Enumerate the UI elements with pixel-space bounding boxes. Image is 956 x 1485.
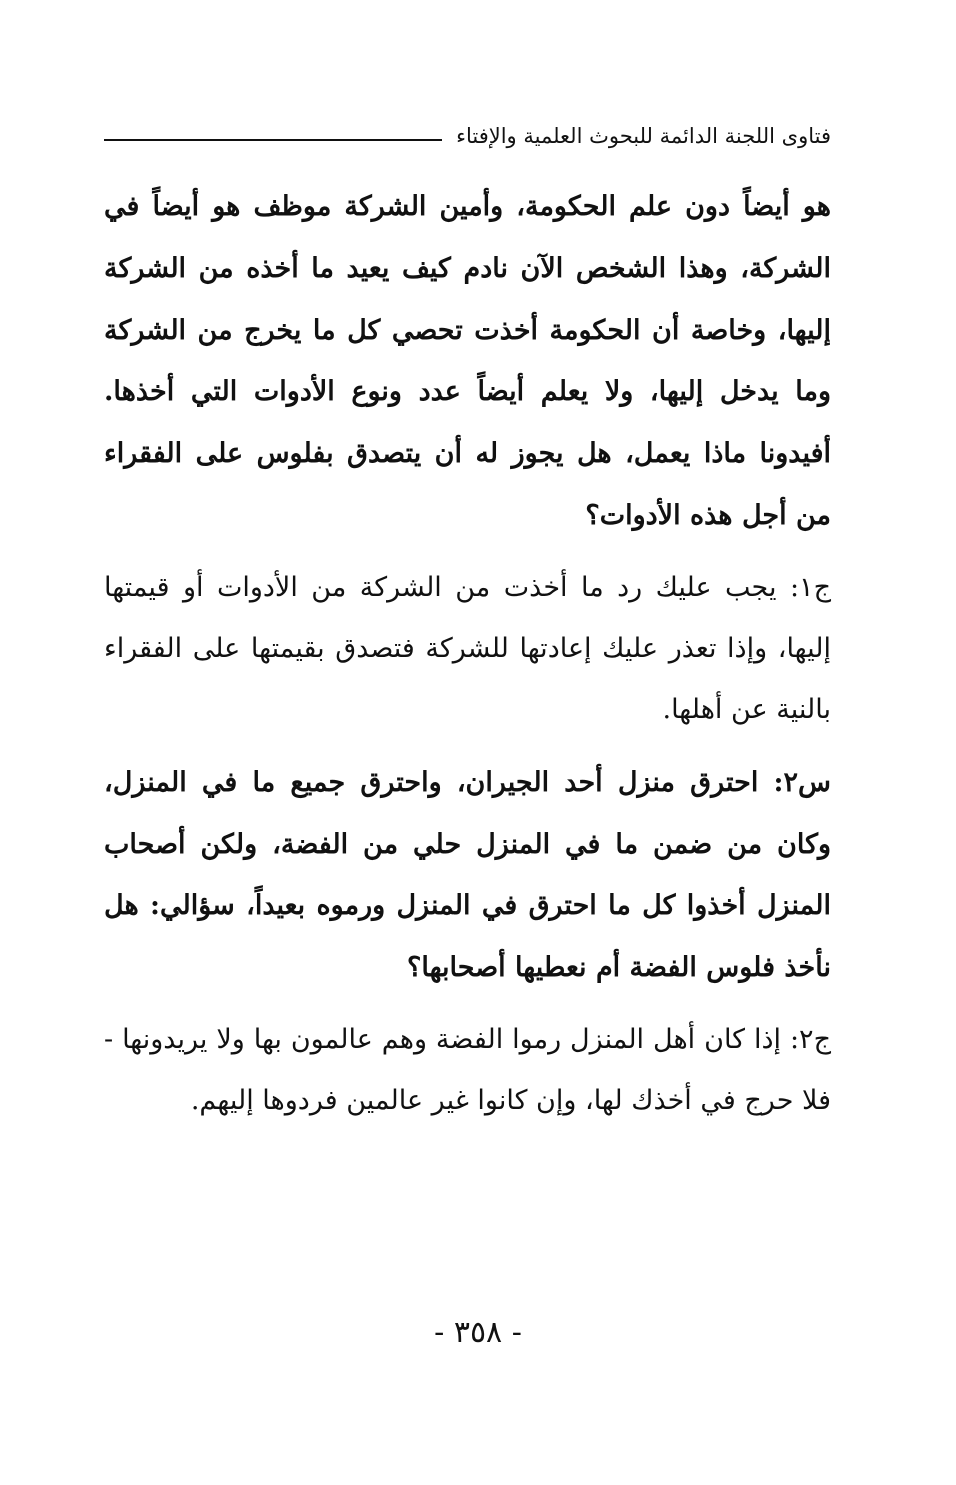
- question-2: س٢: احترق منزل أحد الجيران، واحترق جميع ما في المنزل، وكان من ضمن ما في المنزل حلي من الفضة، ولكن أصحاب المنزل أخذوا كل ما احترق في المنزل ورموه بعيداً، سؤالي: هل نأخذ فلوس الفضة أم نعطيها أصحابها؟: [104, 766, 831, 984]
- page-body: [104, 176, 831, 1131]
- page-number: - ٣٥٨ -: [434, 1315, 522, 1350]
- header-rule: [104, 139, 442, 141]
- running-header: [104, 116, 831, 156]
- header-title: فتاوى اللجنة الدائمة للبحوث العلمية والإفتاء: [456, 124, 831, 148]
- answer-1: ج١: يجب عليك رد ما أخذت من الشركة من الأدوات أو قيمتها إليها، وإذا تعذر عليك إعادتها للشركة فتصدق بقيمتها على الفقراء بالنية عن أهلها.: [104, 571, 831, 725]
- question-continuation: هو أيضاً دون علم الحكومة، وأمين الشركة موظف هو أيضاً في الشركة، وهذا الشخص الآن نادم كيف يعيد ما أخذه من الشركة إليها، وخاصة أن الحكومة أخذت تحصي كل ما يخرج من الشركة وما يدخل إليها، ولا يعلم أيضاً عدد ونوع الأدوات التي أخذها. أفيدونا ماذا يعمل، هل يجوز له أن يتصدق بفلوس على الفقراء من أجل هذه الأدوات؟: [104, 191, 831, 531]
- answer-2: ج٢: إذا كان أهل المنزل رموا الفضة وهم عالمون بها ولا يريدونها - فلا حرج في أخذك لها، وإن كانوا غير عالمين فردوها إليهم.: [104, 1023, 831, 1116]
